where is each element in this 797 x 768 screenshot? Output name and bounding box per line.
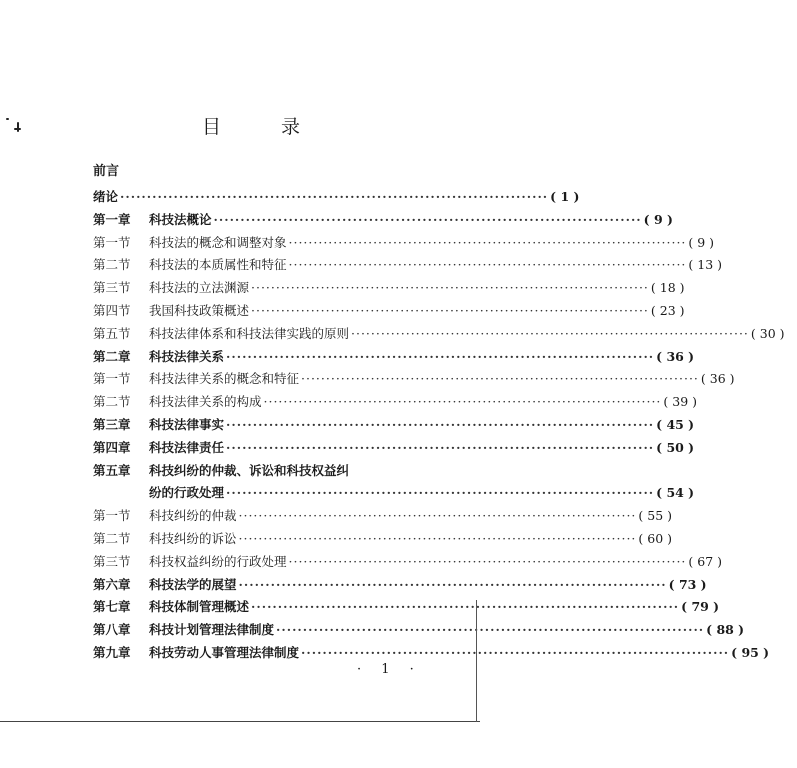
toc-entry [93, 551, 722, 574]
leader-dots: ················································································ [238, 576, 667, 592]
leader-dots: ················································································ [288, 257, 687, 273]
page-edge-line [0, 721, 480, 722]
leader-dots: ················································································ [226, 439, 655, 455]
leader-dots: ················································································ [301, 371, 699, 387]
toc-entry-text: 科技法律事实 [149, 416, 225, 432]
toc-entry-page: ( 18 ) [650, 280, 685, 296]
toc-entry-page: ( 36 ) [656, 348, 695, 364]
scan-speck [17, 122, 19, 132]
toc-entry [93, 254, 722, 277]
toc-entry-text: 我国科技政策概述 [149, 302, 250, 318]
leader-dots: ················································································ [226, 485, 655, 501]
toc-entry-text: 科技法律责任 [149, 439, 225, 455]
toc-entry-page: ( 55 ) [638, 508, 672, 524]
toc-entry-page: ( 23 ) [650, 302, 685, 318]
page-title [0, 112, 504, 139]
leader-dots: ················································································ [238, 530, 637, 546]
toc-entry [93, 186, 580, 209]
toc-entry [93, 528, 672, 551]
toc-entry [93, 437, 695, 460]
toc-entry-page: ( 54 ) [656, 485, 695, 501]
toc-entry [93, 346, 695, 369]
title-char-2: 录 [281, 116, 303, 138]
leader-dots: ················································································ [263, 394, 662, 410]
toc-entry [93, 300, 685, 323]
toc-entry-text: 科技劳动人事管理法律制度 [149, 644, 300, 660]
toc-entry [93, 574, 707, 597]
toc-entry [93, 323, 785, 346]
toc-entry-label: 第二节 [93, 257, 131, 273]
toc-entry-text: 科技法的概念和调整对象 [149, 234, 287, 250]
toc-entry-page: ( 36 ) [700, 371, 735, 387]
toc-entry-text: 科技法的本质属性和特征 [149, 257, 287, 273]
leader-dots: ················································································ [251, 302, 649, 318]
toc-entry-text: 科技法的立法渊源 [149, 280, 250, 296]
leader-dots: ················································································ [226, 416, 655, 432]
leader-dots: ················································································ [251, 280, 649, 296]
toc-entry-page: ( 60 ) [638, 530, 672, 546]
leader-dots: ················································································ [288, 553, 687, 569]
toc-entry-text: 科技法律体系和科技法律实践的原则 [149, 325, 350, 341]
toc-entry [93, 619, 745, 642]
toc-entry-label: 第二章 [93, 348, 131, 364]
toc-entry-page: ( 50 ) [656, 439, 695, 455]
toc-entry-label: 第四章 [93, 439, 131, 455]
toc-entry-text: 科技权益纠纷的行政处理 [149, 553, 287, 569]
toc-entry-text: 科技计划管理法律制度 [149, 622, 275, 638]
toc-entry-page: ( 39 ) [663, 394, 697, 410]
toc-entry-page: ( 9 ) [688, 234, 715, 250]
page-number: · 1 · [357, 662, 422, 677]
toc-entry-label: 第二节 [93, 530, 131, 546]
leader-dots: ················································································ [226, 348, 655, 364]
toc-entry-text: 科技法学的展望 [149, 576, 237, 592]
toc-entry-page: ( 73 ) [668, 576, 707, 592]
toc-entry [93, 209, 673, 232]
toc-entry-label: 第五节 [93, 325, 131, 341]
toc-entry-label: 第五章 [93, 462, 131, 478]
table-of-contents [93, 186, 785, 665]
toc-entry-text: 科技体制管理概述 [149, 599, 250, 615]
page-edge-line-vertical [476, 600, 477, 722]
toc-entry-page: ( 95 ) [731, 644, 770, 660]
toc-entry [93, 368, 735, 391]
toc-entry-label: 第三节 [93, 280, 131, 296]
toc-entry-text: 科技法律关系 [149, 348, 225, 364]
toc-entry-label: 第九章 [93, 644, 131, 660]
toc-entry [93, 505, 672, 528]
toc-entry-text: 科技纠纷的诉讼 [149, 530, 237, 546]
toc-entry-label: 第一节 [93, 371, 131, 387]
toc-entry [93, 596, 720, 619]
toc-entry-page: ( 88 ) [706, 622, 745, 638]
toc-entry-label: 第一节 [93, 234, 131, 250]
toc-entry-text: 科技法律关系的概念和特征 [149, 371, 300, 387]
toc-entry-label: 第六章 [93, 576, 131, 592]
leader-dots: ················································································ [213, 211, 642, 227]
toc-entry [93, 232, 715, 255]
toc-entry-label: 第二节 [93, 394, 131, 410]
toc-entry-label: 第三章 [93, 416, 131, 432]
toc-entry-page: ( 1 ) [550, 189, 580, 204]
toc-entry-label: 第三节 [93, 553, 131, 569]
toc-entry [93, 460, 439, 483]
leader-dots: ················································································ [120, 189, 549, 204]
toc-entry-label: 第一节 [93, 508, 131, 524]
leader-dots: ················································································ [276, 622, 705, 638]
leader-dots: ················································································ [238, 508, 637, 524]
toc-entry [93, 391, 697, 414]
toc-entry [93, 414, 695, 437]
toc-entry-page: ( 30 ) [750, 325, 785, 341]
scan-speck [6, 118, 9, 120]
preface-heading: 前言 [93, 164, 120, 179]
toc-entry-text: 科技纠纷的仲裁、诉讼和科技权益纠 [149, 462, 350, 478]
toc-entry-text: 科技纠纷的仲裁 [149, 508, 237, 524]
toc-entry-page: ( 13 ) [688, 257, 722, 273]
leader-dots: ················································································ [301, 644, 730, 660]
toc-entry-text: 科技法律关系的构成 [149, 394, 262, 410]
toc-entry-label: 第一章 [93, 211, 131, 227]
toc-entry-label: 第四节 [93, 302, 131, 318]
toc-entry-continuation [93, 482, 695, 505]
leader-dots: ················································································ [351, 325, 749, 341]
toc-entry-text: 科技法概论 [149, 211, 212, 227]
toc-entry-page: ( 67 ) [688, 553, 722, 569]
toc-entry-text: 绪论 [93, 189, 119, 204]
toc-entry-label: 第八章 [93, 622, 131, 638]
leader-dots: ················································································ [288, 234, 687, 250]
title-char-1: 目 [201, 116, 223, 138]
toc-entry-page: ( 9 ) [643, 211, 673, 227]
toc-entry-page: ( 45 ) [656, 416, 695, 432]
toc-entry [93, 277, 685, 300]
leader-dots: ················································································ [251, 599, 680, 615]
toc-entry-page: ( 79 ) [681, 599, 720, 615]
toc-entry-label: 第七章 [93, 599, 131, 615]
toc-entry-text: 纷的行政处理 [149, 485, 225, 501]
